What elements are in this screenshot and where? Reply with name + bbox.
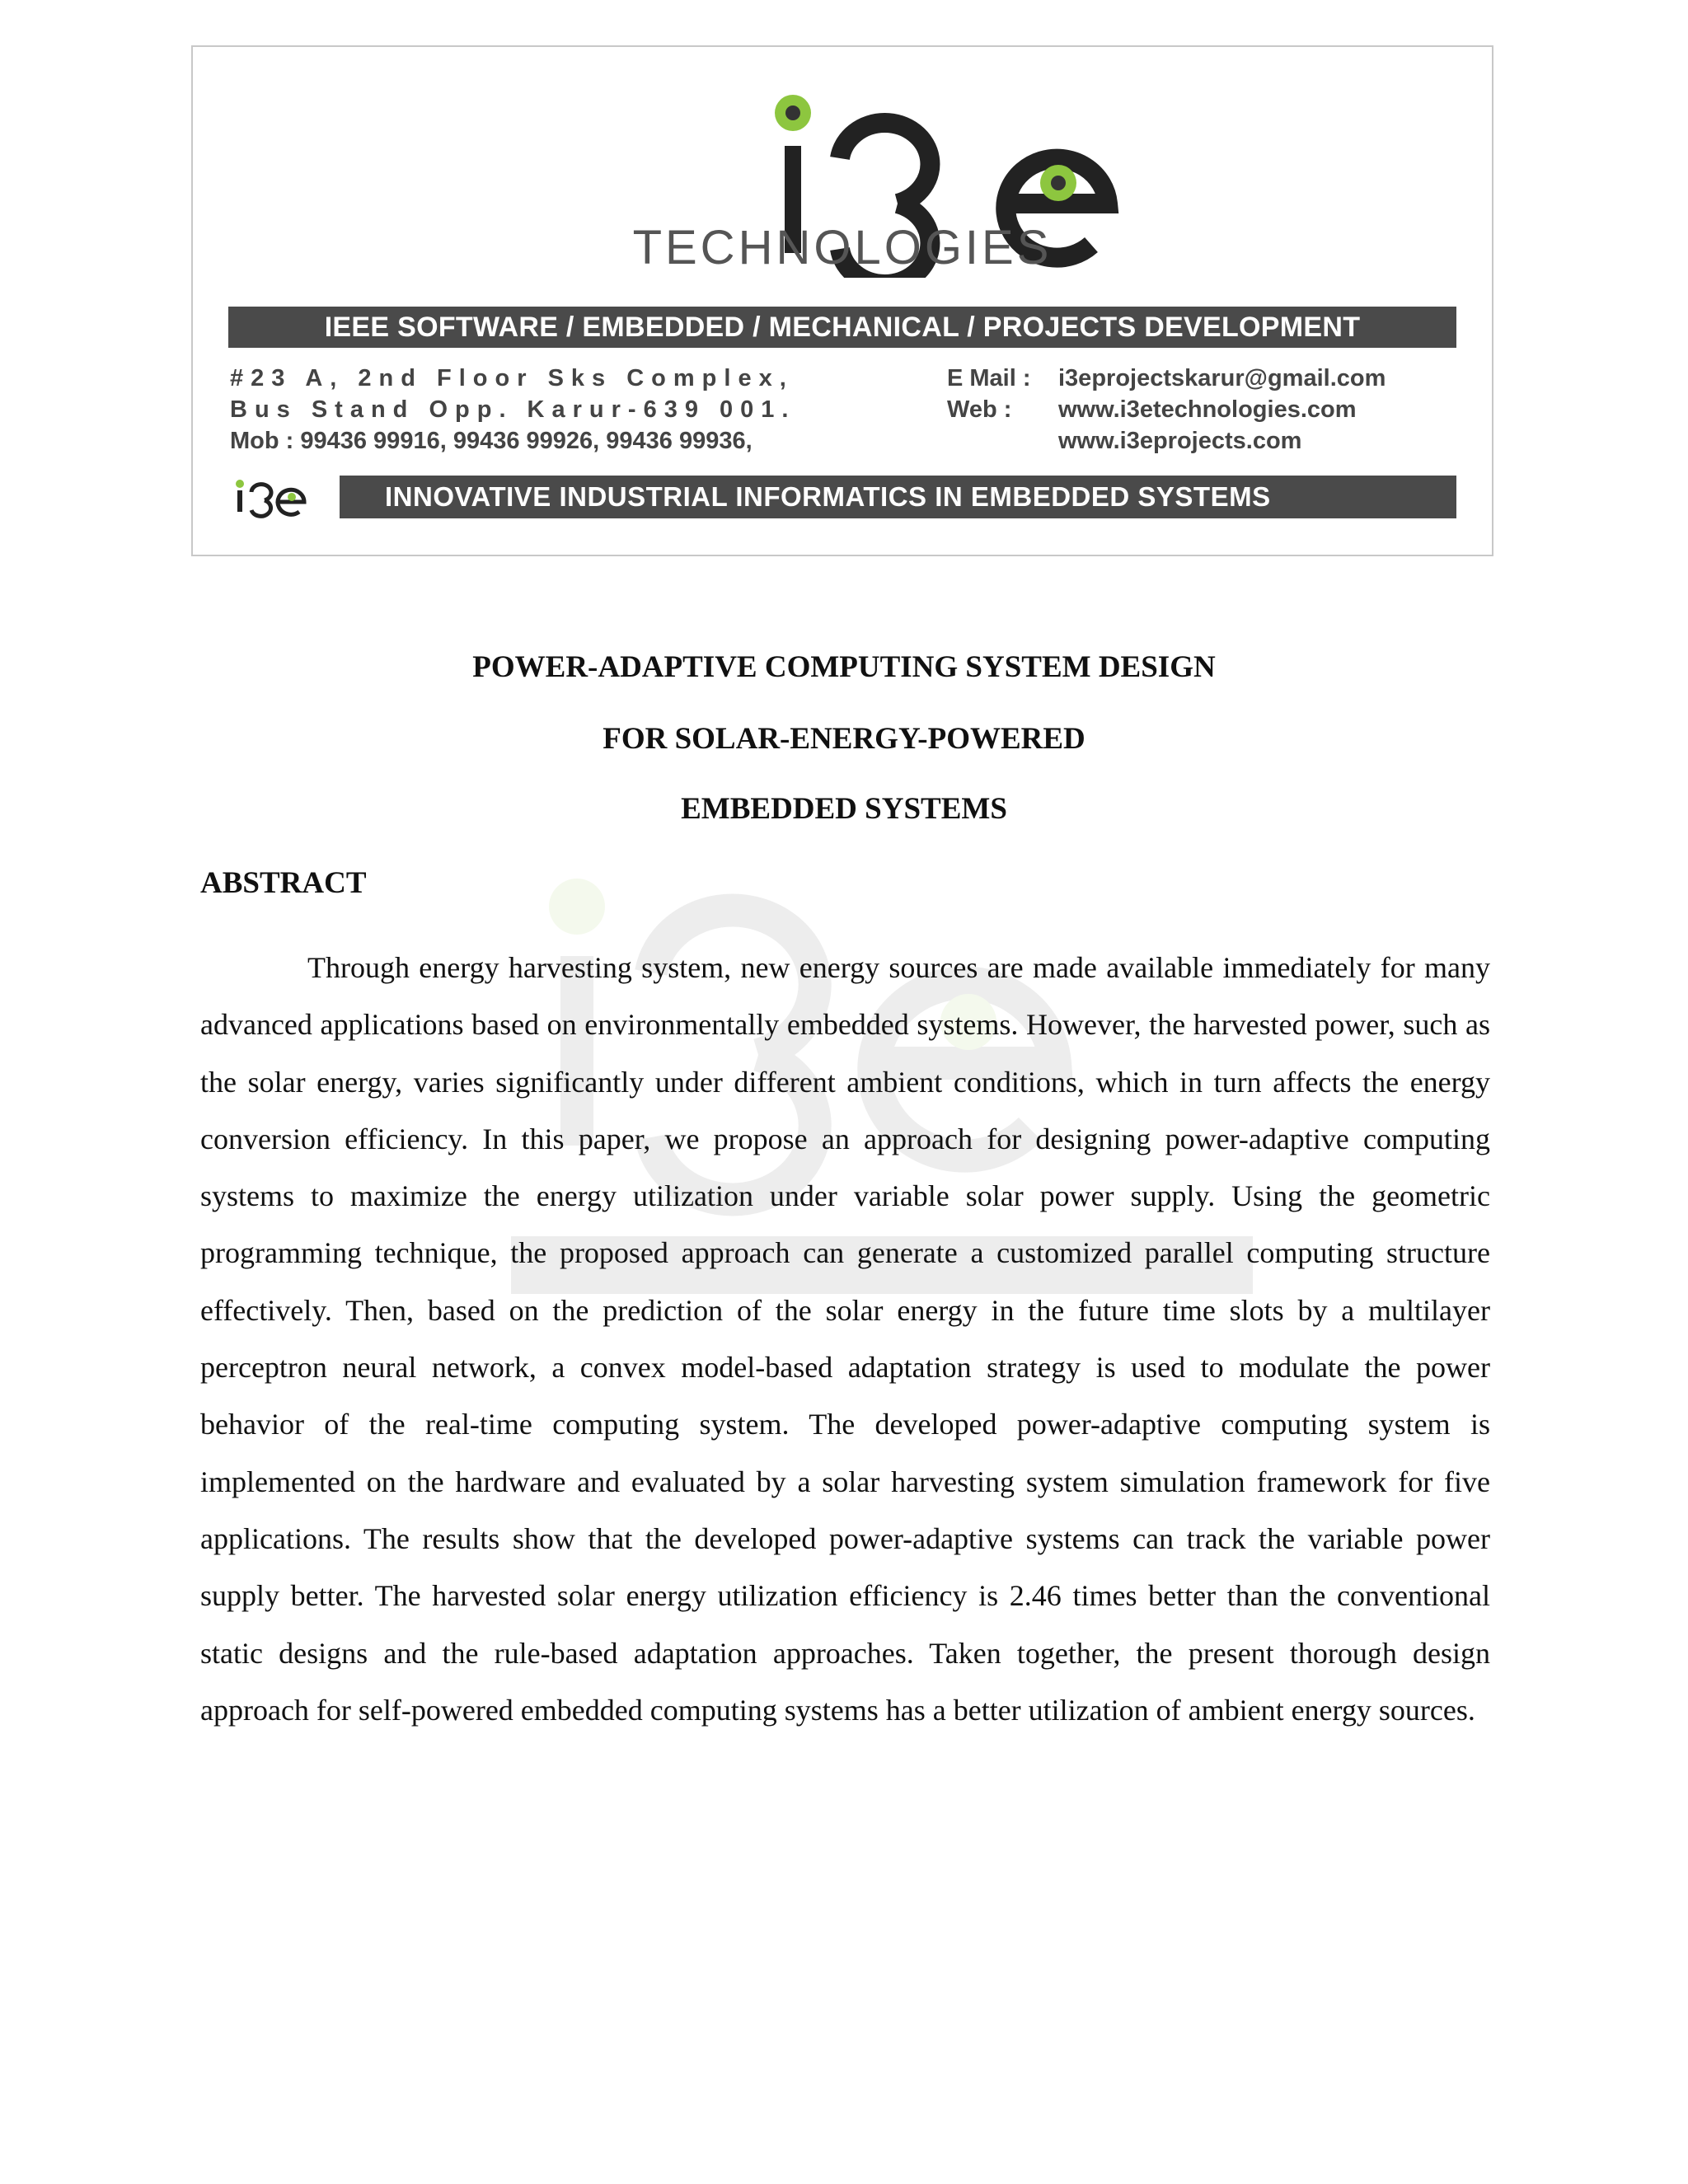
paper-title-line-3: EMBEDDED SYSTEMS [681, 792, 1007, 826]
footer-tagline-bar [228, 476, 1456, 518]
email-link[interactable]: i3eprojectskarur@gmail.com [1058, 365, 1386, 391]
company-address [230, 363, 856, 457]
services-tagline: IEEE SOFTWARE / EMBEDDED / MECHANICAL / PROJECTS DEVELOPMENT [228, 307, 1456, 348]
paper-title-line-2: FOR SOLAR-ENERGY-POWERED [603, 722, 1085, 756]
company-banner [191, 45, 1493, 556]
address-line-1: #23 A, 2nd Floor Sks Complex, [230, 365, 794, 391]
abstract-body: Through energy harvesting system, new energy sources are made available immediately for many advanced applications based on environmentally embedded systems. However, the harvested power, such as the solar energy, varies significantly under different ambient conditions, which in turn affects the energy conversion efficiency. In this paper, we propose an approach for designing power-adaptive computing systems to maximize the energy utilization under variable solar power supply. Using the geometric programming technique, the proposed approach can generate a customized parallel computing structure effectively. Then, based on the prediction of the solar energy in the future time slots by a multilayer perceptron neural network, a convex model-based adaptation strategy is used to modulate the power behavior of the real-time computing system. The developed power-adaptive computing system is implemented on the hardware and evaluated by a solar harvesting system simulation framework for five applications. The results show that the developed power-adaptive systems can track the variable power supply better. The harvested solar energy utilization efficiency is 2.46 times better than the conventional static designs and the rule-based adaptation approaches. Taken together, the present thorough design approach for self-powered embedded computing systems has a better utilization of ambient energy sources. [200, 951, 1490, 1727]
address-line-2: Bus Stand Opp. Karur-639 001. [230, 396, 796, 423]
website-link-1[interactable]: www.i3etechnologies.com [1058, 396, 1357, 423]
abstract-heading: ABSTRACT [200, 866, 367, 900]
paper-title-line-1: POWER-ADAPTIVE COMPUTING SYSTEM DESIGN [472, 650, 1216, 684]
brand-name: TECHNOLOGIES [632, 221, 1053, 274]
email-label: E Mail : [947, 365, 1031, 391]
web-label: Web : [947, 396, 1012, 423]
contact-info [947, 363, 1475, 457]
footer-tagline: INNOVATIVE INDUSTRIAL INFORMATICS IN EMBEDDED SYSTEMS [385, 481, 1271, 512]
mobile-numbers: Mob : 99436 99916, 99436 99926, 99436 99936, [230, 428, 753, 454]
mini-logo-icon [228, 476, 340, 518]
website-link-2[interactable]: www.i3eprojects.com [1058, 428, 1302, 454]
